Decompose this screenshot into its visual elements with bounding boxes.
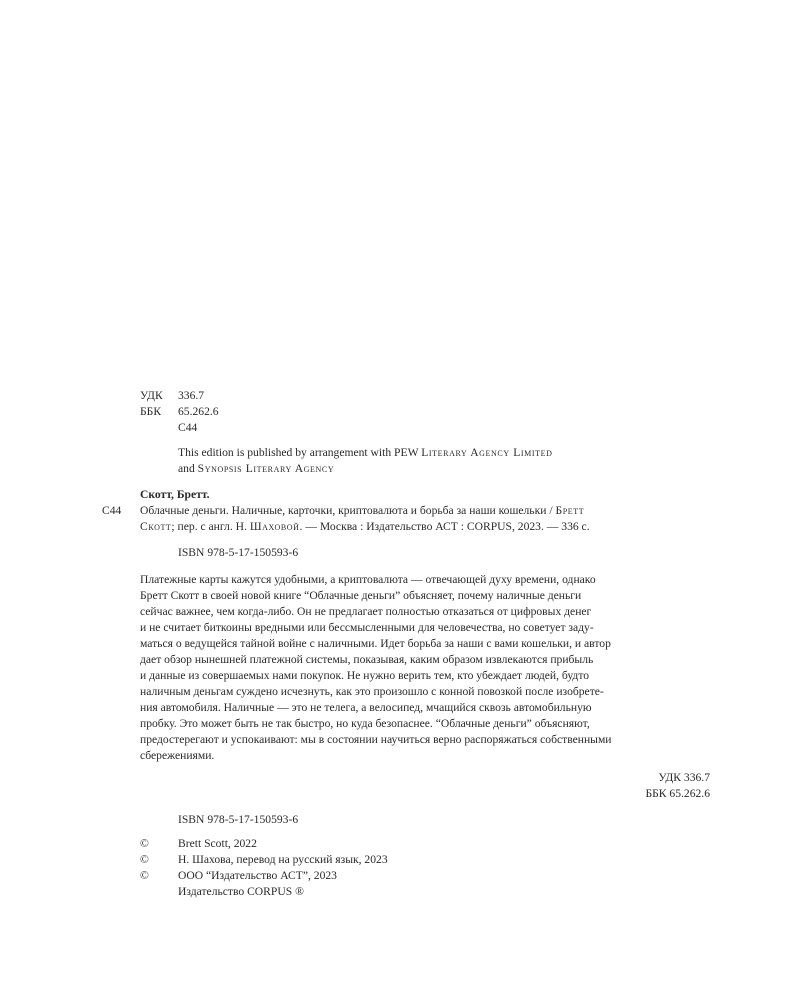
copyright-publisher: ООО “Издательство АСТ”, 2023 [178, 869, 337, 882]
bib-translator: Шаховой [249, 520, 300, 533]
bib-code: С44 [102, 504, 122, 517]
bib-author-first: Бретт [555, 504, 585, 517]
abstract-line: сейчас важнее, чем когда-либо. Он не предлагает полностью отказаться от цифровых денег [140, 605, 592, 618]
abstract-line: наличным деньгам суждено исчезнуть, как это произошло с конной повозкой после изобрете- [140, 685, 604, 698]
bib-title: Облачные деньги. Наличные, карточки, криптовалюта и борьба за наши кошельки / [140, 504, 556, 517]
copyright-icon: © [140, 853, 149, 866]
abstract-line: Бретт Скотт в своей новой книге “Облачные деньги” объясняет, почему наличные деньги [140, 589, 582, 602]
isbn-top: ISBN 978-5-17-150593-6 [178, 546, 299, 559]
bib-author: Скотт, Бретт. [140, 488, 210, 501]
publisher-mark: Издательство CORPUS ® [178, 885, 304, 898]
abstract-line: предостерегают и успокаивают: мы в состоянии научиться верно распоряжаться собственными [140, 733, 612, 746]
abstract-line: маться о ведущейся тайной войне с наличными. Идет борьба за наши с вами кошельки, и автор [140, 637, 611, 650]
abstract-line: и данные из совершаемых нами покупок. Не нужно верить тем, кто убеждает людей, будто [140, 669, 590, 682]
edition-note-agency: Literary Agency Limited [421, 446, 553, 459]
copyright-icon: © [140, 869, 149, 882]
edition-note-agency: Synopsis Literary Agency [197, 462, 335, 475]
isbn-bottom: ISBN 978-5-17-150593-6 [178, 813, 299, 826]
udk-value: 336.7 [178, 389, 205, 402]
edition-note-text: This edition is published by arrangement with PEW [178, 446, 422, 459]
abstract-line: Платежные карты кажутся удобными, а криптовалюта — отвечающей духу времени, однако [140, 573, 596, 586]
abstract-line: и не считает биткоины вредными или бессмысленными для человечества, но советует заду- [140, 621, 594, 634]
udk-label: УДК [140, 389, 163, 402]
abstract [140, 572, 712, 764]
abstract-line: ния автомобиля. Наличные — это не телега, а велосипед, мчащийся сквозь автомобильную [140, 701, 592, 714]
edition-note-text: and [178, 462, 198, 475]
abstract-line: дает обзор нынешней платежной системы, показывая, каким образом извлекаются прибыль [140, 653, 594, 666]
bbk-label: ББК [140, 405, 162, 418]
bib-line-1 [140, 503, 584, 519]
abstract-line: сбережениями. [140, 749, 215, 762]
copyright-icon: © [140, 837, 149, 850]
edition-note-line-1 [178, 445, 698, 461]
bbk-value: 65.262.6 [178, 405, 219, 418]
bib-translation: ; пер. с англ. Н. [171, 520, 250, 533]
bbk-right: ББК 65.262.6 [645, 787, 710, 800]
edition-note-line-2 [178, 461, 698, 477]
author-mark: С44 [178, 421, 198, 434]
copyright-translation: Н. Шахова, перевод на русский язык, 2023 [178, 853, 388, 866]
abstract-line: пробку. Это может быть не так быстро, но куда безопаснее. “Облачные деньги” объясняют, [140, 717, 590, 730]
bib-publication: . — Москва : Издательство АСТ : CORPUS, 2023. — 336 с. [299, 520, 590, 533]
udk-right: УДК 336.7 [658, 771, 710, 784]
copyright-author: Brett Scott, 2022 [178, 837, 257, 850]
bib-author-last: Скотт [140, 520, 172, 533]
bib-line-2 [140, 519, 590, 535]
